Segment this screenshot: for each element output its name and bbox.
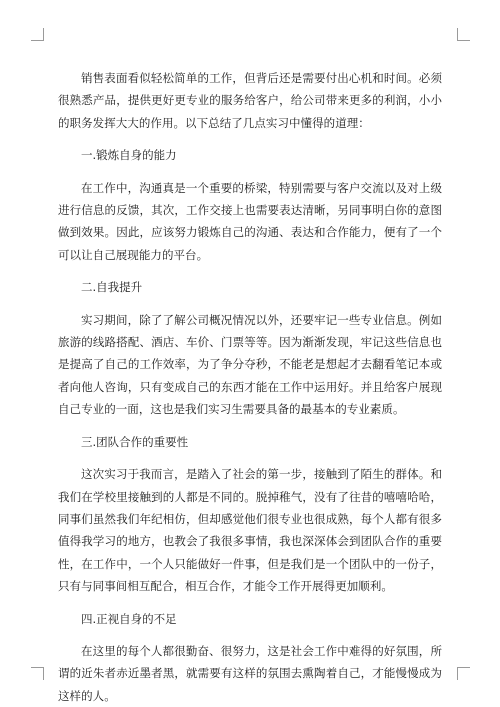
section-heading-1: 一.锻炼自身的能力 xyxy=(81,148,177,163)
section-heading-3: 三.团队合作的重要性 xyxy=(81,434,189,449)
section-body-1: 在工作中，沟通真是一个重要的桥梁，特别需要与客户交流以及对上级进行信息的反馈，其次，工作交接上也需要表达清晰，另同事明白你的意图做到效果。因此，应该努力锻炼自己的沟通、表达和合作能力，便有了一个可以让自己展现能力的平台。 xyxy=(58,180,442,262)
section-heading-2: 二.自我提升 xyxy=(81,280,143,295)
intro-paragraph: 销售表面看似轻松简单的工作，但背后还是需要付出心机和时间。必须很熟悉产品，提供更好更专业的服务给客户，给公司带来更多的利润，小小的职务发挥大大的作用。以下总结了几点实习中懂得的道理： xyxy=(58,71,442,130)
section-body-4: 在这里的每个人都很勤奋、很努力，这是社会工作中难得的好氛围，所谓的近朱者赤近墨者黑，就需要有这样的氛围去熏陶着自己，才能慢慢成为这样的人。 xyxy=(58,643,442,703)
document-body xyxy=(58,67,442,707)
crop-mark-bottom-left xyxy=(31,667,44,680)
crop-mark-top-left xyxy=(31,28,44,41)
section-body-2: 实习期间，除了了解公司概况情况以外，还要牢记一些专业信息。例如旅游的线路搭配、酒店、车价、门票等等。因为渐渐发现，牢记这些信息也是提高了自己的工作效率，为了争分夺秒，不能老是想起才去翻看笔记本或者向他人咨询，只有变成自己的东西才能在工作中运用好。并且给客户展现自己专业的一面，这也是我们实习生需要具备的最基本的专业素质。 xyxy=(58,312,442,417)
section-body-3: 这次实习于我而言，是踏入了社会的第一步，接触到了陌生的群体。和我们在学校里接触到的人都是不同的。脱掉稚气，没有了往昔的嘻嘻哈哈，同事们虽然我们年纪相仿，但却感觉他们很专业也很成熟，每个人都有很多值得我学习的地方，也教会了我很多事情，我也深深体会到团队合作的重要性，在工作中，一个人只能做好一件事，但是我们是一个团队中的一份子，只有与同事间相互配合，相互合作，才能令工作开展得更加顺利。 xyxy=(58,467,442,594)
section-heading-4: 四.正视自身的不足 xyxy=(81,611,177,626)
crop-mark-top-right xyxy=(457,28,470,41)
crop-mark-bottom-right xyxy=(457,667,470,680)
